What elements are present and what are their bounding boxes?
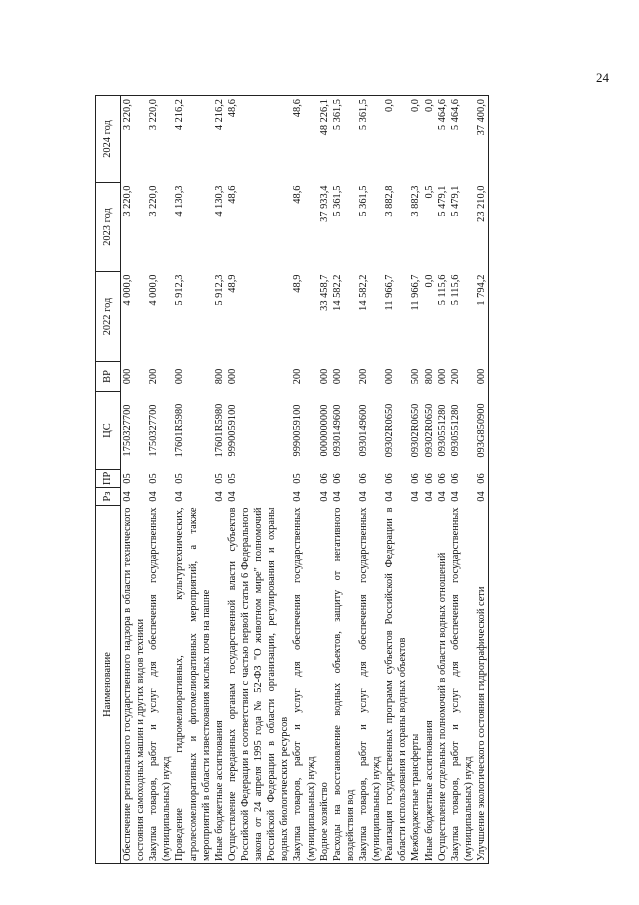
row-2023: 4 130,3 [213,185,225,217]
row-rz: 04 [331,491,343,502]
row-2022: 14 582,2 [357,274,369,311]
row-2023: 5 479,1 [436,185,448,217]
row-name: Закупка товаров, работ и услуг для обеспечения государственных (муниципальных) нужд [449,506,475,864]
row-vr: 000 [122,368,133,385]
row-vr: 200 [292,368,304,385]
table-row [409,96,422,864]
row-cs: 0930551280 [436,404,448,457]
row-cs: 09302R0650 [384,403,396,458]
row-cs: 093G850900 [475,392,489,470]
rotated-table-container [95,96,605,864]
row-2022: 11 966,7 [410,274,422,311]
row-rz: 04 [357,491,369,502]
row-2022: 11 966,7 [384,274,396,311]
row-pr: 05 [122,473,133,484]
row-2024: 0,0 [409,96,422,183]
row-2024: 48,6 [291,96,317,183]
table-row [213,96,226,864]
row-2023: 4 130,3 [174,185,186,217]
row-vr: 800 [213,368,225,385]
row-2024: 48 226,1 [318,96,331,183]
row-vr: 000 [475,362,489,392]
row-name: Реализация государственных программ субъектов Российской Федерации в области использования и охраны водных объектов [383,506,409,864]
table-row [383,96,409,864]
budget-table [95,95,489,864]
row-cs: 09302R0650 [423,403,435,458]
row-2023: 3 220,0 [148,185,160,217]
row-2023: 48,6 [292,185,304,204]
row-rz: 04 [384,491,396,502]
row-pr: 06 [384,473,396,484]
row-name: Иные бюджетные ассигнования [213,506,226,864]
table-row [331,96,357,864]
row-2024: 4 216,2 [173,96,212,183]
row-pr: 06 [475,470,489,488]
row-rz: 04 [213,491,225,502]
row-cs: 0930149600 [357,404,369,457]
row-vr: 800 [423,368,435,385]
row-cs: 0000000000 [318,404,330,457]
row-2024: 5 361,5 [331,96,357,183]
row-2022: 0,0 [423,274,435,288]
row-rz: 04 [174,491,186,502]
row-cs: 9990059100 [292,404,304,457]
header-rz: Рз [96,488,121,506]
row-vr: 000 [226,368,238,385]
table-row [173,96,212,864]
row-2022: 4 000,0 [122,274,133,306]
row-cs: 9990059100 [226,404,238,457]
table-row [423,96,436,864]
row-pr: 06 [410,473,422,484]
header-2024: 2024 год [96,96,121,183]
row-2024: 0,0 [383,96,409,183]
table-row [226,96,292,864]
row-pr: 05 [174,473,186,484]
row-rz: 04 [292,491,304,502]
row-2022: 14 582,2 [331,274,343,311]
row-pr: 05 [148,473,160,484]
row-vr: 000 [331,368,343,385]
row-rz: 04 [318,491,330,502]
row-name: Закупка товаров, работ и услуг для обеспечения государственных (муниципальных) нужд [291,506,317,864]
row-2024: 37 400,0 [475,96,489,183]
table-row [147,96,173,864]
row-cs: 1750327700 [122,404,133,457]
row-pr: 06 [331,473,343,484]
row-cs: 09302R0650 [410,403,422,458]
table-row [318,96,331,864]
row-vr: 500 [410,368,422,385]
row-cs: 17601R5980 [174,403,186,458]
header-2022: 2022 год [96,272,121,362]
row-2023: 5 361,5 [357,185,369,217]
row-2023: 3 220,0 [122,185,133,217]
header-cs: ЦС [96,392,121,470]
row-rz: 04 [226,491,238,502]
row-name: Расходы на восстановление водных объектов, защиту от негативного воздействия вод [331,506,357,864]
row-2023: 3 882,3 [410,185,422,217]
row-rz: 04 [423,491,435,502]
row-2022: 5 912,3 [213,274,225,306]
row-vr: 000 [318,368,330,385]
row-2022: 48,9 [226,274,238,293]
row-2022: 5 912,3 [174,274,186,306]
row-2022: 4 000,0 [148,274,160,306]
row-cs: 0930149600 [331,404,343,457]
row-name: Закупка товаров, работ и услуг для обеспечения государственных (муниципальных) нужд [147,506,173,864]
header-pr: ПР [96,470,121,488]
row-pr: 06 [357,473,369,484]
row-2024: 5 464,6 [449,96,475,183]
row-vr: 000 [436,368,448,385]
row-cs: 1750327700 [148,404,160,457]
table-body [121,96,489,864]
row-name: Межбюджетные трансферты [409,506,422,864]
row-rz: 04 [475,488,489,506]
row-2024: 4 216,2 [213,96,226,183]
row-2023: 5 479,1 [449,185,461,217]
table-row [475,96,489,864]
table-row [436,96,449,864]
header-vr: ВР [96,362,121,392]
row-rz: 04 [449,491,461,502]
row-rz: 04 [122,491,133,502]
row-rz: 04 [436,491,448,502]
row-pr: 05 [213,473,225,484]
row-pr: 05 [292,473,304,484]
row-2022: 5 115,6 [449,274,461,306]
row-rz: 04 [148,491,160,502]
row-pr: 06 [449,473,461,484]
row-vr: 200 [357,368,369,385]
row-rz: 04 [410,491,422,502]
row-name: Осуществление отдельных полномочий в области водных отношений [436,506,449,864]
row-name: Улучшение экологического состояния гидрографической сети [475,506,489,864]
row-2023: 48,6 [226,185,238,204]
header-2023: 2023 год [96,183,121,272]
table-row [291,96,317,864]
row-name: Обеспечение регионального государственного надзора в области технического состояния самоходных машин и других видов техники [121,506,148,864]
row-2024: 3 220,0 [121,96,148,183]
table-header-row [96,96,121,864]
row-vr: 200 [148,368,160,385]
row-2024: 3 220,0 [147,96,173,183]
row-2023: 37 933,4 [318,185,330,222]
row-2022: 48,9 [292,274,304,293]
row-2023: 0,5 [423,185,435,199]
row-2024: 5 361,5 [357,96,383,183]
header-name: Наименование [96,506,121,864]
table-row [121,96,148,864]
row-vr: 000 [174,368,186,385]
row-name: Осуществление переданных органам государственной власти субъектов Российской Федерации в соответствии с частью первой статьи 6 Федерального закона от 24 апреля 1995 года № 52-ФЗ "О животном мире" полномочий Российской Федерации в области организации, регулирования и охраны водных биологических ресурсов [226,506,292,864]
row-name: Водное хозяйство [318,506,331,864]
row-2023: 3 882,8 [384,185,396,217]
table-row [449,96,475,864]
row-pr: 06 [318,473,330,484]
row-2024: 0,0 [423,96,436,183]
row-cs: 0930551280 [449,404,461,457]
row-pr: 05 [226,473,238,484]
row-pr: 06 [436,473,448,484]
row-2024: 48,6 [226,96,292,183]
row-name: Закупка товаров, работ и услуг для обеспечения государственных (муниципальных) нужд [357,506,383,864]
row-2024: 5 464,6 [436,96,449,183]
table-row [357,96,383,864]
row-cs: 17601R5980 [213,403,225,458]
row-2022: 1 794,2 [475,272,489,362]
row-name: Иные бюджетные ассигнования [423,506,436,864]
row-name: Проведение гидромелиоративных, культуртехнических, агролесомелиоративных и фитомелиоративных мероприятий, а также мероприятий в области известкования кислых почв на пашне [173,506,212,864]
row-2023: 23 210,0 [475,183,489,272]
row-2022: 5 115,6 [436,274,448,306]
row-vr: 200 [449,368,461,385]
row-2022: 33 458,7 [318,274,330,311]
row-2023: 5 361,5 [331,185,343,217]
row-vr: 000 [384,368,396,385]
page-number: 24 [596,70,609,85]
row-pr: 06 [423,473,435,484]
